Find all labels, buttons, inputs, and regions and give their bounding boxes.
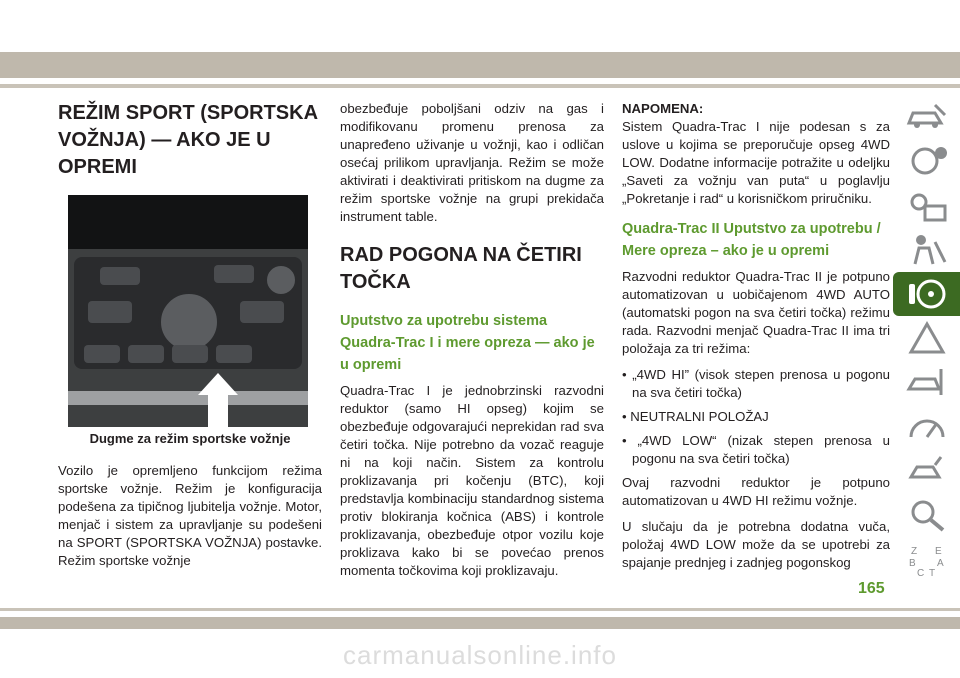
dashboard-warning-icon (905, 143, 949, 179)
bullet-4wd-low: • „4WD LOW“ (nizak stepen prenosa u pogonu na sva četiri točka) (622, 433, 890, 466)
index-letters-icon (905, 542, 949, 578)
tab-technical[interactable] (893, 405, 960, 449)
tab-safety-climate[interactable] (893, 184, 960, 228)
warning-triangle-car-icon (905, 320, 949, 356)
index-letter-e: E (934, 545, 942, 557)
mute-button-graphic (100, 267, 140, 285)
tab-emergency[interactable] (893, 316, 960, 360)
index-letter-b: B (908, 557, 916, 569)
browse-knob-graphic (264, 263, 298, 297)
note-title: NAPOMENA: (622, 101, 704, 116)
screen-off-button-graphic (214, 265, 254, 283)
sport-mode-paragraph: Vozilo je opremljeno funkcijom režima sportske vožnje. Režim je konfiguracija podešena za tipičnog ljubitelja vožnje. Motor, menjač i sistem za upravljanje su podešeni na SPORT (SPORTSKA VOŽNJA) postavke. Režim sportske vožnje (58, 463, 322, 568)
esc-button-graphic (128, 345, 164, 363)
sport-button-photo (68, 195, 308, 427)
display-screen (68, 195, 308, 249)
seat-safety-icon (905, 232, 949, 268)
tab-vehicle-intro[interactable] (893, 95, 960, 139)
climate-knob-graphic (158, 291, 220, 353)
tab-starting-operating[interactable] (893, 272, 960, 316)
tab-customer-assistance[interactable] (893, 494, 960, 538)
pointer-arrow-icon (198, 373, 238, 395)
index-letter-c: C (916, 567, 924, 578)
header-band (0, 52, 960, 78)
park-assist-button-graphic (84, 345, 120, 363)
pointer-arrow-stem (208, 393, 228, 427)
index-letter-t: T (928, 567, 935, 578)
temp-button-graphic (240, 301, 284, 323)
photo-caption: Dugme za režim sportske vožnje (89, 431, 291, 446)
tab-index[interactable] (893, 538, 960, 582)
column-left (58, 100, 322, 578)
chapter-tabs (893, 95, 960, 582)
column-right (622, 100, 890, 580)
steering-wheel-icon (905, 276, 949, 312)
climate-mail-icon (905, 188, 949, 224)
sport-mode-paragraph-continued: obezbeđuje poboljšani odziv na gas i modifikovanu promenu prenosa za unapređeno uživanje u vožnji, kao i odličan osećaj prilikom upravljanja. Režim se može aktivirati i deaktivirati pritiskom na dugme za režim sportske vožnje na grupi prekidača instrument table. (340, 101, 604, 224)
bullet-4wd-hi: • „4WD HI” (visok stepen prenosa u pogonu na sva četiri točka) (622, 367, 890, 400)
control-panel (74, 257, 302, 369)
tab-service[interactable] (893, 361, 960, 405)
quadra-trac-1-paragraph: Quadra-Trac I je jednobrzinski razvodni reduktor (samo HI opseg) kojim se obezbeđuje odgovarajući neprekidan rad sva četiri točka. Nije potrebno da vozač reaguje ni na koji način. Sistem za kontrolu proklizavanja pri kočenju (BTC), koji predstavlja kombinaciju standardnog sistema protiv blokiranja kočnica (ABS) i kontrole proklizavanja, obezbeđuje otpor vozilu koje proklizava kako bi se povećao prenos momenta točkovima koji proklizavaju. (340, 383, 604, 578)
subheading-quadra-trac-2: Quadra-Trac II Uputstvo za upotrebu / Mere opreza – ako je u opremi (622, 221, 881, 259)
chrome-trim (68, 391, 308, 405)
magnifier-search-icon (905, 498, 949, 534)
tab-maintenance[interactable] (893, 449, 960, 493)
car-key-icon (905, 99, 949, 135)
index-letter-a: A (936, 557, 944, 569)
note-text: Sistem Quadra-Trac I nije podesan s za uslove u kojima se preporučuje opseg 4WD LOW. Dodatne informacije potražite u odeljku „Saveti za vožnju van puta“ u poglavlju „Pokretanje i rad“ u korisničkom priručniku. (622, 119, 890, 206)
quadra-trac-2-paragraph: Razvodni reduktor Quadra-Trac II je potpuno automatizovan u uobičajenom 4WD AUTO (automatski pogon na sva četiri točka) režimu rada. Razvodni menjač Quadra-Trac II ima tri položaja za tri režima: (622, 269, 890, 356)
footer-band (0, 617, 960, 629)
page-number: 165 (858, 580, 885, 597)
header-rule (0, 84, 960, 88)
footer-rule (0, 608, 960, 611)
hill-descent-button-graphic (172, 345, 208, 363)
subheading-quadra-trac-1: Uputstvo za upotrebu sistema Quadra-Trac I i mere opreza — ako je u opremi (340, 313, 595, 373)
section-heading-4wd: RAD POGONA NA ČETIRI TOČKA (340, 244, 582, 293)
section-heading-sport: REŽIM SPORT (SPORTSKA VOŽNJA) — AKO JE U OPREMI (58, 102, 318, 178)
traction-paragraph: U slučaju da je potrebna dodatna vuča, položaj 4WD LOW može da se upotrebi za spajanje prednjeg i zadnjeg pogonskog (622, 519, 890, 570)
bullet-neutral: • NEUTRALNI POLOŽAJ (622, 409, 769, 424)
maintenance-wrench-icon (905, 453, 949, 489)
speedometer-icon (905, 409, 949, 445)
auto-mode-paragraph: Ovaj razvodni reduktor je potpuno automatizovan u 4WD HI režimu vožnje. (622, 475, 890, 508)
fan-button-graphic (88, 301, 132, 323)
watermark: carmanualsonline.info (343, 640, 617, 670)
service-tools-icon (905, 365, 949, 401)
tab-seat-safety[interactable] (893, 228, 960, 272)
index-letter-z: Z (910, 545, 917, 557)
column-middle (340, 100, 604, 588)
tab-instrument[interactable] (893, 139, 960, 183)
sport-button-graphic (216, 345, 252, 363)
